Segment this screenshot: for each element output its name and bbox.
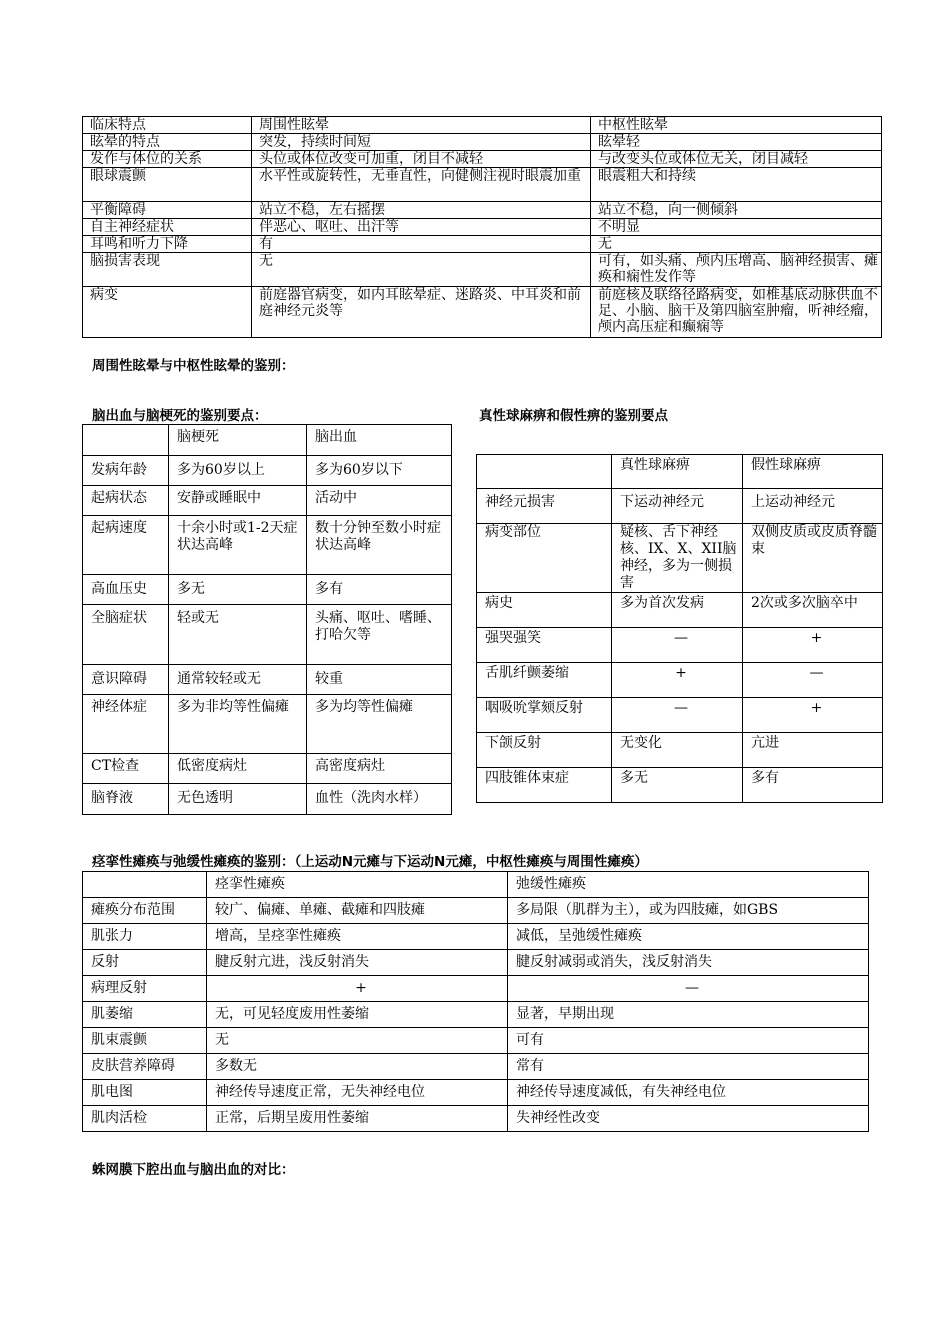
- table-cell: 前庭器官病变，如内耳眩晕症、迷路炎、中耳炎和前庭神经元炎等: [252, 287, 591, 338]
- table-cell: 不明显: [591, 219, 882, 236]
- table-cell: 神经元损害: [477, 489, 612, 524]
- table-cell: 咽吸吮掌颏反射: [477, 698, 612, 733]
- table-cell: 无色透明: [169, 784, 307, 815]
- table-cell: 皮肤营养障碍: [83, 1054, 207, 1080]
- table-cell: 站立不稳，左右摇摆: [252, 202, 591, 219]
- table-row: [83, 134, 882, 151]
- table-cell: +: [612, 663, 743, 698]
- table-cell: 与改变头位或体位无关，闭目减轻: [591, 151, 882, 168]
- table-cell: 多无: [169, 575, 307, 605]
- table-cell: 安静或睡眠中: [169, 486, 307, 516]
- table-cell: 肌电图: [83, 1080, 207, 1106]
- table-cell: 病变: [83, 287, 252, 338]
- table-cell: 肌肉活检: [83, 1106, 207, 1132]
- table-row: [83, 924, 869, 950]
- table-cell: 高血压史: [83, 575, 169, 605]
- table-cell: 脑脊液: [83, 784, 169, 815]
- table-cell: 上运动神经元: [743, 489, 883, 524]
- table-cell: 肌萎缩: [83, 1002, 207, 1028]
- table-cell: 发病年龄: [83, 456, 169, 486]
- table-row: [83, 168, 882, 202]
- table-cell: —: [508, 976, 869, 1002]
- table-cell: 痉挛性瘫痪: [207, 872, 508, 898]
- table-cell: 显著，早期出现: [508, 1002, 869, 1028]
- table-row: [83, 456, 452, 486]
- table-cell: 可有，如头痛、颅内压增高、脑神经损害、瘫痪和痫性发作等: [591, 253, 882, 287]
- table-row: [477, 593, 883, 628]
- table-cell: 自主神经症状: [83, 219, 252, 236]
- table-cell: 较广、偏瘫、单瘫、截瘫和四肢瘫: [207, 898, 508, 924]
- table-cell: 多为60岁以上: [169, 456, 307, 486]
- table-cell: 轻或无: [169, 605, 307, 665]
- table-row: [83, 486, 452, 516]
- table-cell: 瘫痪分布范围: [83, 898, 207, 924]
- table-row: [83, 1054, 869, 1080]
- table-cell: 肌张力: [83, 924, 207, 950]
- table-cell: 较重: [307, 665, 452, 695]
- table-cell: 神经体症: [83, 695, 169, 754]
- table-cell: 可有: [508, 1028, 869, 1054]
- table-cell: 通常较轻或无: [169, 665, 307, 695]
- table-cell: 无: [591, 236, 882, 253]
- table-cell: 多局限（肌群为主），或为四肢瘫，如GBS: [508, 898, 869, 924]
- table-cell: —: [612, 698, 743, 733]
- table-row: [83, 695, 452, 754]
- table-cell: 高密度病灶: [307, 754, 452, 784]
- table-cell: 无: [252, 253, 591, 287]
- table-cell: [83, 425, 169, 456]
- table-cell: 中枢性眩晕: [591, 117, 882, 134]
- table-cell: 多为60岁以下: [307, 456, 452, 486]
- table-cell: 意识障碍: [83, 665, 169, 695]
- table-cell: 水平性或旋转性，无垂直性，向健侧注视时眼震加重: [252, 168, 591, 202]
- table-cell: 弛缓性瘫痪: [508, 872, 869, 898]
- table-cell: 眩晕的特点: [83, 134, 252, 151]
- section-heading-subarachnoid: 蛛网膜下腔出血与脑出血的对比：: [92, 1162, 295, 1178]
- table-cell: 下运动神经元: [612, 489, 743, 524]
- table-cell: 发作与体位的关系: [83, 151, 252, 168]
- table-cell: 下颌反射: [477, 733, 612, 768]
- table-cell: 数十分钟至数小时症状达高峰: [307, 516, 452, 575]
- table-row: [477, 628, 883, 663]
- table-cell: 活动中: [307, 486, 452, 516]
- table-cell: 十余小时或1-2天症状达高峰: [169, 516, 307, 575]
- paralysis-comparison-table: [82, 871, 869, 1132]
- table-cell: 增高，呈痉挛性瘫痪: [207, 924, 508, 950]
- table-cell: 病史: [477, 593, 612, 628]
- table-cell: 真性球麻痹: [612, 455, 743, 489]
- section-heading-vertigo: 周围性眩晕与中枢性眩晕的鉴别：: [92, 358, 295, 374]
- table-row: [83, 202, 882, 219]
- table-row: [83, 575, 452, 605]
- table-header-row: [83, 425, 452, 456]
- table-header-row: [477, 455, 883, 489]
- table-cell: 病变部位: [477, 524, 612, 593]
- table-row: [83, 151, 882, 168]
- table-cell: +: [207, 976, 508, 1002]
- table-cell: 常有: [508, 1054, 869, 1080]
- table-row: [83, 236, 882, 253]
- table-header-row: [83, 117, 882, 134]
- table-row: [83, 950, 869, 976]
- table-cell: 眼震粗大和持续: [591, 168, 882, 202]
- table-cell: 肌束震颤: [83, 1028, 207, 1054]
- table-row: [477, 733, 883, 768]
- table-cell: 双侧皮质或皮质脊髓束: [743, 524, 883, 593]
- table-row: [83, 976, 869, 1002]
- table-cell: 脑梗死: [169, 425, 307, 456]
- section-heading-hemorrhage-infarction: 脑出血与脑梗死的鉴别要点：: [92, 408, 268, 424]
- table-cell: 前庭核及联络径路病变，如椎基底动脉供血不足、小脑、脑干及第四脑室肿瘤，听神经瘤，颅内高压症和癫痫等: [591, 287, 882, 338]
- table-cell: 神经传导速度正常，无失神经电位: [207, 1080, 508, 1106]
- table-cell: [83, 872, 207, 898]
- table-row: [83, 784, 452, 815]
- table-row: [477, 768, 883, 803]
- table-cell: 脑出血: [307, 425, 452, 456]
- table-cell: 强哭强笑: [477, 628, 612, 663]
- table-row: [83, 605, 452, 665]
- table-cell: 全脑症状: [83, 605, 169, 665]
- table-row: [83, 516, 452, 575]
- table-row: [83, 219, 882, 236]
- table-cell: 突发，持续时间短: [252, 134, 591, 151]
- table-cell: 多数无: [207, 1054, 508, 1080]
- table-row: [477, 663, 883, 698]
- table-cell: 有: [252, 236, 591, 253]
- table-row: [83, 253, 882, 287]
- table-cell: 眼球震颤: [83, 168, 252, 202]
- table-cell: 腱反射亢进，浅反射消失: [207, 950, 508, 976]
- table-cell: 无: [207, 1028, 508, 1054]
- vertigo-comparison-table: [82, 116, 882, 338]
- table-cell: 临床特点: [83, 117, 252, 134]
- bulbar-palsy-table: [476, 454, 883, 803]
- table-cell: 多为非均等性偏瘫: [169, 695, 307, 754]
- table-row: [83, 754, 452, 784]
- table-cell: 平衡障碍: [83, 202, 252, 219]
- table-cell: 眩晕轻: [591, 134, 882, 151]
- section-heading-paralysis: 痉挛性瘫痪与弛缓性瘫痪的鉴别：（上运动N元瘫与下运动N元瘫，中枢性瘫痪与周围性瘫痪）: [92, 854, 648, 870]
- table-cell: [477, 455, 612, 489]
- table-cell: 周围性眩晕: [252, 117, 591, 134]
- hemorrhage-infarction-table: [82, 424, 452, 815]
- table-cell: 低密度病灶: [169, 754, 307, 784]
- table-cell: +: [743, 698, 883, 733]
- table-row: [477, 698, 883, 733]
- table-cell: CT检查: [83, 754, 169, 784]
- table-header-row: [83, 872, 869, 898]
- table-cell: 减低，呈弛缓性瘫痪: [508, 924, 869, 950]
- table-cell: 腱反射减弱或消失，浅反射消失: [508, 950, 869, 976]
- table-cell: +: [743, 628, 883, 663]
- table-cell: 耳鸣和听力下降: [83, 236, 252, 253]
- table-row: [83, 898, 869, 924]
- table-cell: 站立不稳，向一侧倾斜: [591, 202, 882, 219]
- table-cell: 神经传导速度减低，有失神经电位: [508, 1080, 869, 1106]
- table-cell: 无变化: [612, 733, 743, 768]
- table-row: [83, 1028, 869, 1054]
- table-cell: 起病速度: [83, 516, 169, 575]
- table-cell: 失神经性改变: [508, 1106, 869, 1132]
- table-row: [83, 665, 452, 695]
- table-row: [83, 287, 882, 338]
- table-cell: 亢进: [743, 733, 883, 768]
- table-cell: 多为首次发病: [612, 593, 743, 628]
- table-cell: 四肢锥体束症: [477, 768, 612, 803]
- table-row: [83, 1106, 869, 1132]
- table-row: [83, 1002, 869, 1028]
- table-cell: —: [612, 628, 743, 663]
- table-cell: 伴恶心、呕吐、出汗等: [252, 219, 591, 236]
- table-cell: 正常，后期呈废用性萎缩: [207, 1106, 508, 1132]
- table-cell: 头位或体位改变可加重，闭目不减轻: [252, 151, 591, 168]
- table-cell: 头痛、呕吐、嗜睡、打哈欠等: [307, 605, 452, 665]
- table-cell: 病理反射: [83, 976, 207, 1002]
- table-cell: 血性（洗肉水样）: [307, 784, 452, 815]
- table-cell: 多无: [612, 768, 743, 803]
- table-cell: 无，可见轻度废用性萎缩: [207, 1002, 508, 1028]
- table-cell: 起病状态: [83, 486, 169, 516]
- table-cell: 反射: [83, 950, 207, 976]
- table-cell: 假性球麻痹: [743, 455, 883, 489]
- section-heading-bulbar-palsy: 真性球麻痹和假性痹的鉴别要点: [479, 408, 668, 424]
- table-cell: —: [743, 663, 883, 698]
- table-cell: 2次或多次脑卒中: [743, 593, 883, 628]
- table-row: [83, 1080, 869, 1106]
- table-row: [477, 489, 883, 524]
- table-cell: 脑损害表现: [83, 253, 252, 287]
- table-cell: 多为均等性偏瘫: [307, 695, 452, 754]
- table-cell: 多有: [307, 575, 452, 605]
- table-cell: 疑核、舌下神经核、IX、X、XII脑神经，多为一侧损害: [612, 524, 743, 593]
- table-row: [477, 524, 883, 593]
- table-cell: 舌肌纤颤萎缩: [477, 663, 612, 698]
- table-cell: 多有: [743, 768, 883, 803]
